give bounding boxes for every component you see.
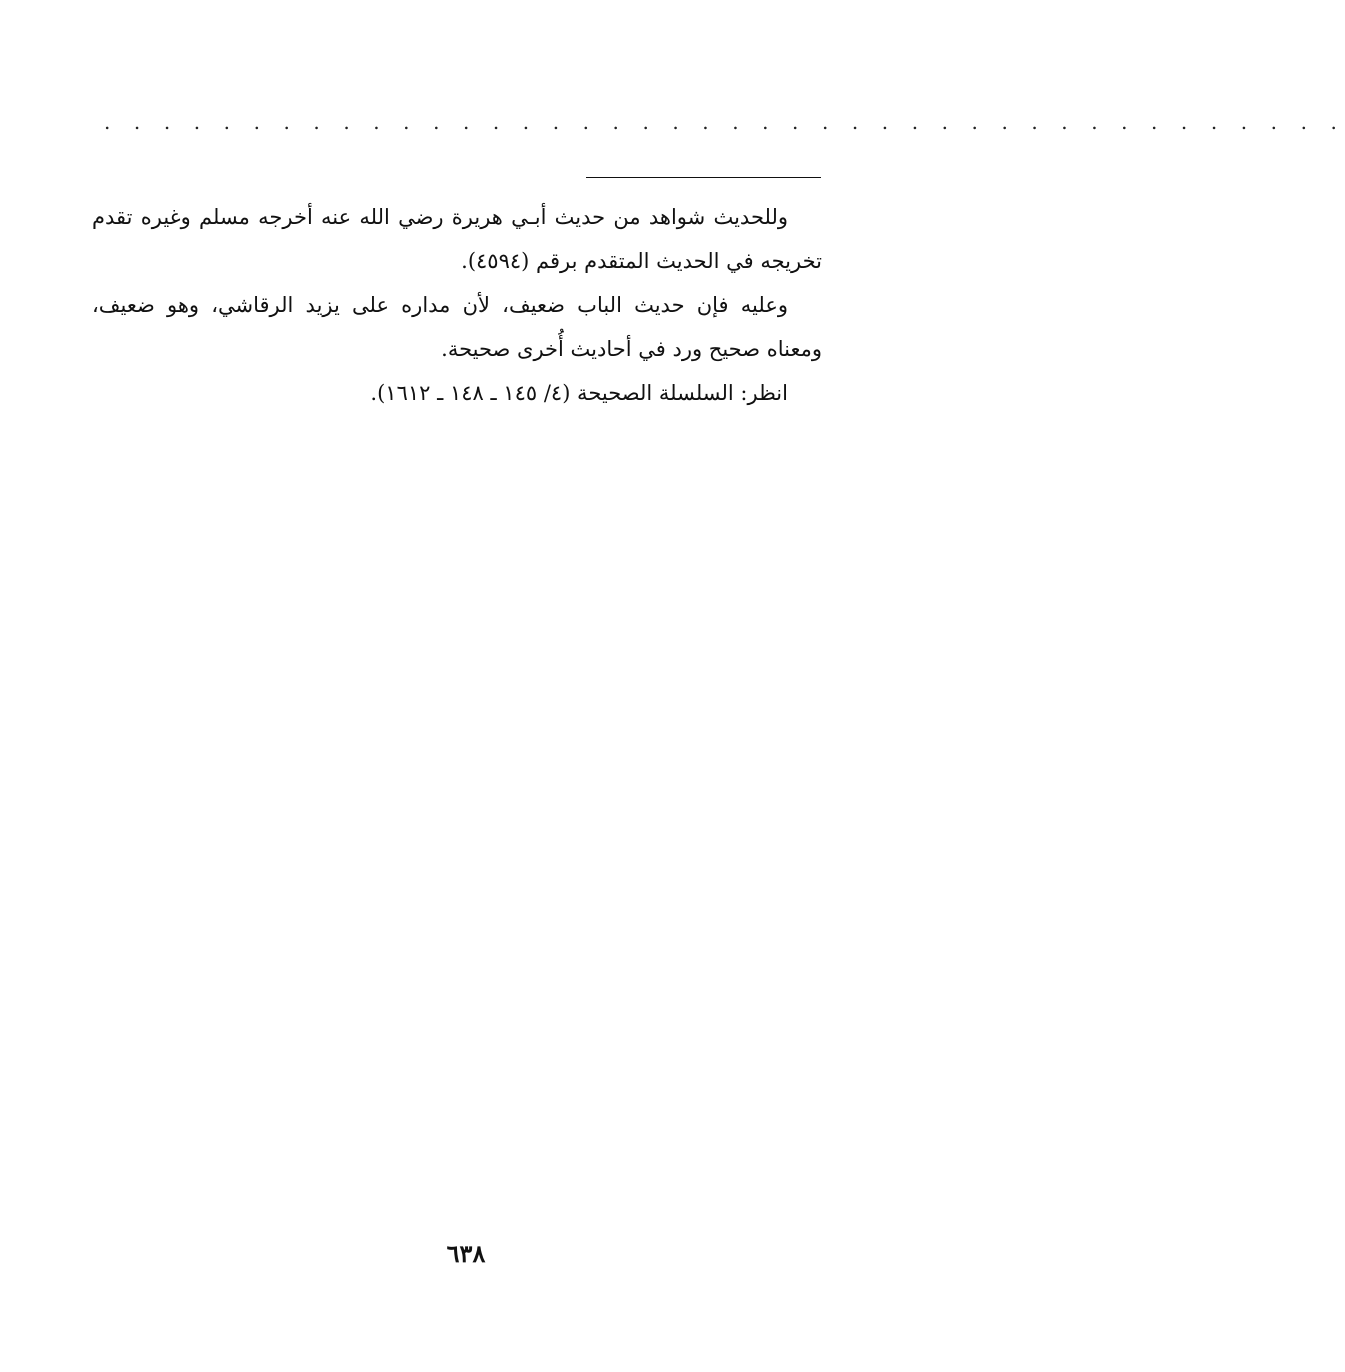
footnote-separator bbox=[586, 177, 821, 178]
footnote-paragraph: وعليه فإن حديث الباب ضعيف، لأن مداره على يزيد الرقاشي، وهو ضعيف، ومعناه صحيح ورد في أحاديث أُخرى صحيحة. bbox=[92, 293, 822, 361]
footnote-paragraph: وللحديث شواهد من حديث أبـي هريرة رضي الله عنه أخرجه مسلم وغيره تقدم تخريجه في الحديث المتقدم برقم (٤٥٩٤). bbox=[92, 205, 822, 273]
footnote-reference: انظر: السلسلة الصحيحة (٤/ ١٤٥ ـ ١٤٨ ـ ١٦١٢). bbox=[370, 381, 788, 405]
dotted-leader: . . . . . . . . . . . . . . . . . . . . . . . . . . . . . . . . . . . . . . . . . . bbox=[104, 110, 1345, 134]
footnote-block bbox=[92, 195, 822, 415]
page-number: ٦٣٨ bbox=[446, 1239, 486, 1268]
